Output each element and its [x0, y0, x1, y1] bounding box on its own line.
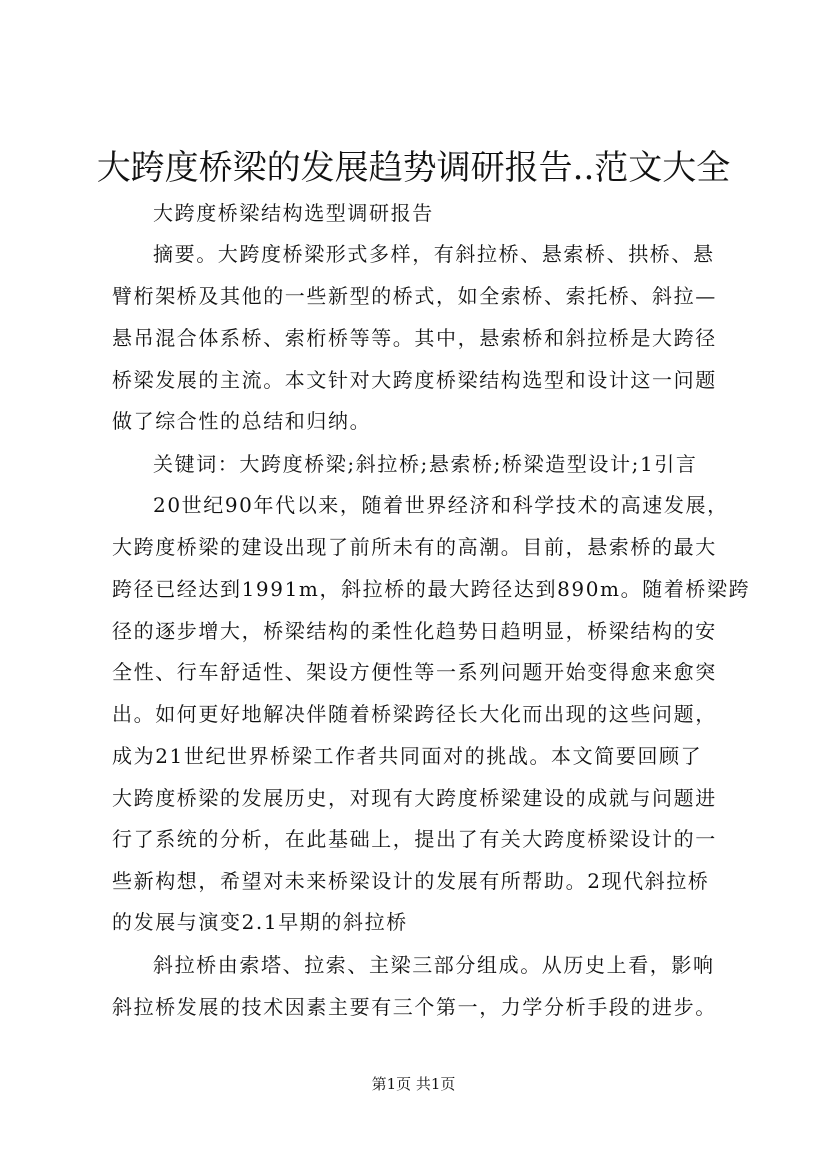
body-line-11: 的发展与演变2.1早期的斜拉桥 — [112, 910, 408, 934]
body-line-7: 成为21世纪世界桥梁工作者共同面对的挑战。本文简要回顾了 — [112, 744, 703, 768]
abstract-line-4: 桥梁发展的主流。本文针对大跨度桥梁结构选型和设计这一问题 — [112, 368, 717, 392]
body-line-1: 20世纪90年代以来，随着世界经济和科学技术的高速发展， — [153, 493, 729, 517]
abstract-line-2: 臂桁架桥及其他的一些新型的桥式，如全索桥、索托桥、斜拉— — [112, 284, 717, 308]
abstract-line-3: 悬吊混合体系桥、索桁桥等等。其中，悬索桥和斜拉桥是大跨径 — [112, 326, 717, 350]
section-line-1: 斜拉桥由索塔、拉索、主梁三部分组成。从历史上看，影响 — [153, 953, 715, 977]
subtitle-line: 大跨度桥梁结构选型调研报告 — [153, 201, 434, 225]
body-line-9: 行了系统的分析，在此基础上，提出了有关大跨度桥梁设计的一 — [112, 827, 717, 851]
body-line-5: 全性、行车舒适性、架设方便性等一系列问题开始变得愈来愈突 — [112, 660, 717, 684]
body-line-2: 大跨度桥梁的建设出现了前所未有的高潮。目前，悬索桥的最大 — [112, 535, 717, 559]
document-title: 大跨度桥梁的发展趋势调研报告..范文大全 — [96, 148, 731, 188]
body-line-3: 跨径已经达到1991m，斜拉桥的最大跨径达到890m。随着桥梁跨 — [112, 577, 751, 601]
body-line-4: 径的逐步增大，桥梁结构的柔性化趋势日趋明显，桥梁结构的安 — [112, 619, 717, 643]
section-line-2: 斜拉桥发展的技术因素主要有三个第一，力学分析手段的进步。 — [112, 995, 717, 1019]
body-line-10: 些新构想，希望对未来桥梁设计的发展有所帮助。2现代斜拉桥 — [112, 869, 710, 893]
body-line-8: 大跨度桥梁的发展历史，对现有大跨度桥梁建设的成就与问题进 — [112, 786, 717, 810]
body-line-6: 出。如何更好地解决伴随着桥梁跨径长大化而出现的这些问题， — [112, 702, 717, 726]
page-footer: 第1页 共1页 — [371, 1075, 456, 1093]
keywords-line: 关键词：大跨度桥梁;斜拉桥;悬索桥;桥梁造型设计;1引言 — [153, 452, 698, 476]
abstract-line-5: 做了综合性的总结和归纳。 — [112, 409, 372, 433]
abstract-line-1: 摘要。大跨度桥梁形式多样，有斜拉桥、悬索桥、拱桥、悬 — [153, 242, 715, 266]
